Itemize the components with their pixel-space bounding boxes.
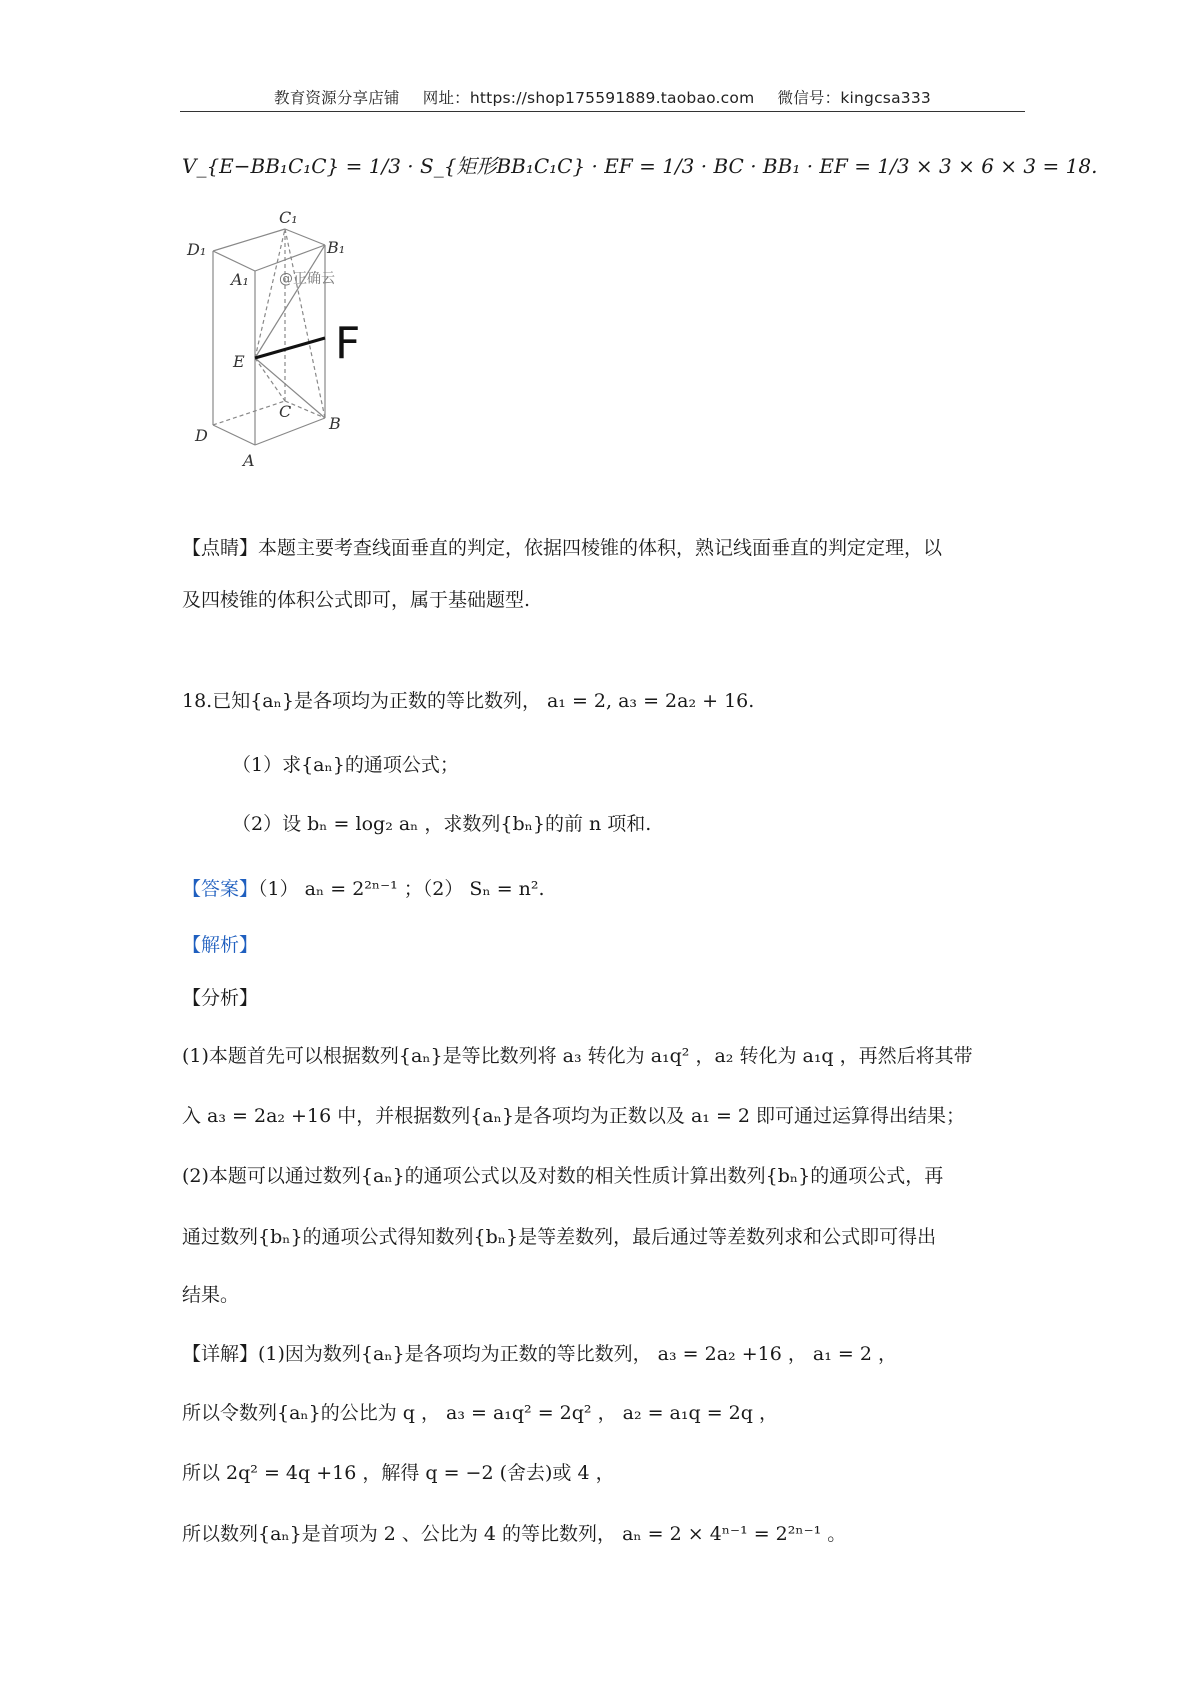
fenxi-tag: 【分析】 bbox=[182, 987, 259, 1009]
answer-text: （1） aₙ = 2²ⁿ⁻¹ ；（2） Sₙ = n². bbox=[258, 878, 545, 900]
problem-part-1: （1）求{aₙ}的通项公式； bbox=[232, 754, 459, 776]
fenxi-line-1: (1)本题首先可以根据数列{aₙ}是等比数列将 a₃ 转化为 a₁q² ，a₂ 转化为 a₁q ，再然后将其带 bbox=[182, 1045, 973, 1067]
label-f: F bbox=[335, 318, 361, 369]
xiangjie-line-1: 【详解】(1)因为数列{aₙ}是各项均为正数的等比数列， a₃ = 2a₂ +16 ， a₁ = 2 ， bbox=[182, 1343, 897, 1365]
dianjing-line-2: 及四棱锥的体积公式即可，属于基础题型. bbox=[182, 589, 531, 611]
answer-tag: 【答案】 bbox=[182, 878, 259, 900]
label-d1: D₁ bbox=[187, 240, 207, 259]
label-b1: B₁ bbox=[327, 238, 346, 257]
problem-part-2: （2）设 bₙ = log₂ aₙ ，求数列{bₙ}的前 n 项和. bbox=[232, 813, 652, 835]
wechat-id: 微信号：kingcsa333 bbox=[777, 89, 931, 107]
page-header bbox=[180, 86, 1025, 108]
header-rule bbox=[180, 111, 1025, 112]
fenxi-line-5: 结果。 bbox=[182, 1284, 240, 1306]
jiexi-tag: 【解析】 bbox=[182, 934, 259, 956]
watermark-label: @正确云 bbox=[279, 271, 335, 287]
fenxi-line-3: (2)本题可以通过数列{aₙ}的通项公式以及对数的相关性质计算出数列{bₙ}的通项公式，再 bbox=[182, 1165, 944, 1187]
xiangjie-line-4: 所以数列{aₙ}是首项为 2 、公比为 4 的等比数列， aₙ = 2 × 4ⁿ⁻¹ = 2²ⁿ⁻¹ 。 bbox=[182, 1523, 847, 1545]
label-d: D bbox=[195, 426, 208, 445]
label-a1: A₁ bbox=[231, 270, 249, 289]
fenxi-line-4: 通过数列{bₙ}的通项公式得知数列{bₙ}是等差数列，最后通过等差数列求和公式即可得出 bbox=[182, 1226, 937, 1248]
xiangjie-line-2: 所以令数列{aₙ}的公比为 q ， a₃ = a₁q² = 2q² ， a₂ = a₁q = 2q ， bbox=[182, 1402, 778, 1424]
label-a: A bbox=[243, 451, 255, 470]
label-c: C bbox=[279, 402, 292, 421]
shop-name: 教育资源分享店铺 bbox=[274, 89, 400, 107]
prism-figure bbox=[187, 208, 410, 513]
dianjing-line-1: 【点睛】本题主要考查线面垂直的判定，依据四棱锥的体积，熟记线面垂直的判定定理，以 bbox=[182, 537, 943, 559]
answer-line bbox=[182, 874, 545, 904]
label-c1: C₁ bbox=[279, 208, 298, 227]
xiangjie-line-3: 所以 2q² = 4q +16 ，解得 q = −2 (舍去)或 4 ， bbox=[182, 1462, 615, 1484]
shop-url: 网址：https://shop175591889.taobao.com bbox=[422, 89, 755, 107]
label-e: E bbox=[233, 352, 245, 371]
label-b: B bbox=[329, 414, 341, 433]
volume-formula: V_{E−BB₁C₁C} = 1/3 · S_{矩形BB₁C₁C} · EF = 1/3 · BC · BB₁ · EF = 1/3 × 3 × 6 × 3 = 18. bbox=[182, 154, 1098, 178]
problem-stem: 18.已知{aₙ}是各项均为正数的等比数列， a₁ = 2, a₃ = 2a₂ + 16. bbox=[182, 690, 755, 712]
fenxi-line-2: 入 a₃ = 2a₂ +16 中，并根据数列{aₙ}是各项均为正数以及 a₁ = 2 即可通过运算得出结果； bbox=[182, 1105, 966, 1127]
